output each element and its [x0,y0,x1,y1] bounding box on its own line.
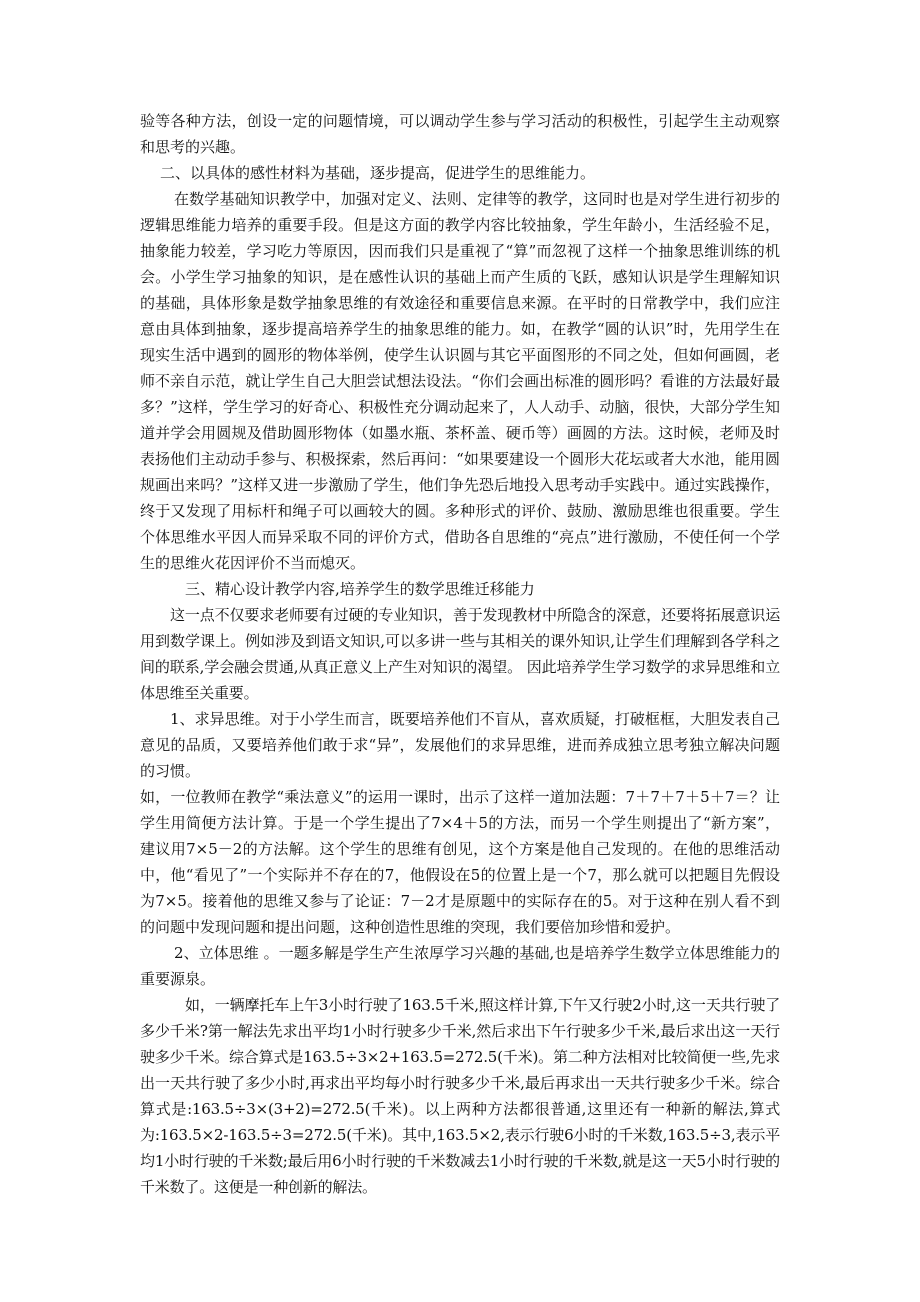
paragraph-section-two-body: 在数学基础知识教学中，加强对定义、法则、定律等的教学，这同时也是对学生进行初步的逻辑思维能力培养的重要手段。但是这方面的教学内容比较抽象，学生年龄小，生活经验不足，抽象能力较差，学习吃力等原因，因而我们只是重视了“算”而忽视了这样一个抽象思维训练的机会。小学生学习抽象的知识，是在感性认识的基础上而产生质的飞跃，感知认识是学生理解知识的基础，具体形象是数学抽象思维的有效途径和重要信息来源。在平时的日常教学中，我们应注意由具体到抽象，逐步提高培养学生的抽象思维的能力。如，在教学“圆的认识”时，先用学生在现实生活中遇到的圆形的物体举例，使学生认识圆与其它平面图形的不同之处，但如何画圆，老师不亲自示范，就让学生自己大胆尝试想法设法。“你们会画出标准的圆形吗？看谁的方法最好最多？”这样，学生学习的好奇心、积极性充分调动起来了，人人动手、动脑，很快，大部分学生知道并学会用圆规及借助圆形物体（如墨水瓶、茶杯盖、硬币等）画圆的方法。这时候，老师及时表扬他们主动动手参与、积极探索，然后再问：“如果要建设一个圆形大花坛或者大水池，能用圆规画出来吗？”这样又进一步激励了学生，他们争先恐后地投入思考动手实践中。通过实践操作，终于又发现了用标杆和绳子可以画较大的圆。多种形式的评价、鼓励、激励思维也很重要。学生个体思维水平因人而异采取不同的评价方式，借助各自思维的“亮点”进行激励，不使任何一个学生的思维火花因评价不当而熄灭。 [140,190,780,572]
paragraph-motorcycle-example: 如，一辆摩托车上午3小时行驶了163.5千米,照这样计算,下午又行驶2小时,这一天共行驶了多少千米?第一解法先求出平均1小时行驶多少千米,然后求出下午行驶多少千米,最后求出这一天行驶多少千米。综合算式是163.5÷3×2+163.5=272.5(千米)。第二种方法相对比较简便一些,先求出一天共行驶了多少小时,再求出平均每小时行驶多少千米,最后再求出一天共行驶多少千米。综合算式是:163.5÷3×(3+2)=272.5(千米)。以上两种方法都很普通,这里还有一种新的解法,算式为:163.5×2-163.5÷3=272.5(千米)。其中,163.5×2,表示行驶6小时的千米数,163.5÷3,表示平均1小时行驶的千米数;最后用6小时行驶的千米数减去1小时行驶的千米数,就是这一天5小时行驶的千米数了。这便是一种创新的解法。 [140,996,780,1196]
paragraph-spatial-thinking: 2、立体思维 。一题多解是学生产生浓厚学习兴趣的基础,也是培养学生数学立体思维能力的重要源泉。 [140,944,780,988]
heading-section-three: 三、精心设计教学内容,培养学生的数学思维迁移能力 [185,580,535,598]
paragraph-intro-continuation: 验等各种方法，创设一定的问题情境，可以调动学生参与学习活动的积极性，引起学生主动观察和思考的兴趣。 [140,112,780,156]
paragraph-section-three-body: 这一点不仅要求老师要有过硬的专业知识，善于发现教材中所隐含的深意，还要将拓展意识运用到数学课上。例如涉及到语文知识,可以多讲一些与其相关的课外知识,让学生们理解到各学科之间的联系,学会融会贯通,从真正意义上产生对知识的渴望。 因此培养学生学习数学的求异思维和立体思维至关重要。 [140,606,780,702]
heading-section-two: 二、以具体的感性材料为基础，逐步提高，促进学生的思维能力。 [160,164,596,182]
paragraph-divergent-thinking: 1、求异思维。对于小学生而言，既要培养他们不盲从，喜欢质疑，打破框框，大胆发表自己意见的品质，又要培养他们敢于求“异”，发展他们的求异思维，进而养成独立思考独立解决问题的习惯。 [140,710,780,780]
paragraph-multiplication-example: 如，一位教师在教学“乘法意义”的运用一课时，出示了这样一道加法题：7＋7＋7＋5＋7＝？让学生用简便方法计算。于是一个学生提出了7×4＋5的方法，而另一个学生则提出了“新方案”，建议用7×5－2的方法解。这个学生的思维有创见，这个方案是他自己发现的。在他的思维活动中，他“看见了”一个实际并不存在的7，他假设在5的位置上是一个7，那么就可以把题目先假设为7×5。接着他的思维又参与了论证：7－2才是原题中的实际存在的5。对于这种在别人看不到的问题中发现问题和提出问题，这种创造性思维的突现，我们要倍加珍惜和爱护。 [140,788,780,936]
document-page [140,108,780,1200]
